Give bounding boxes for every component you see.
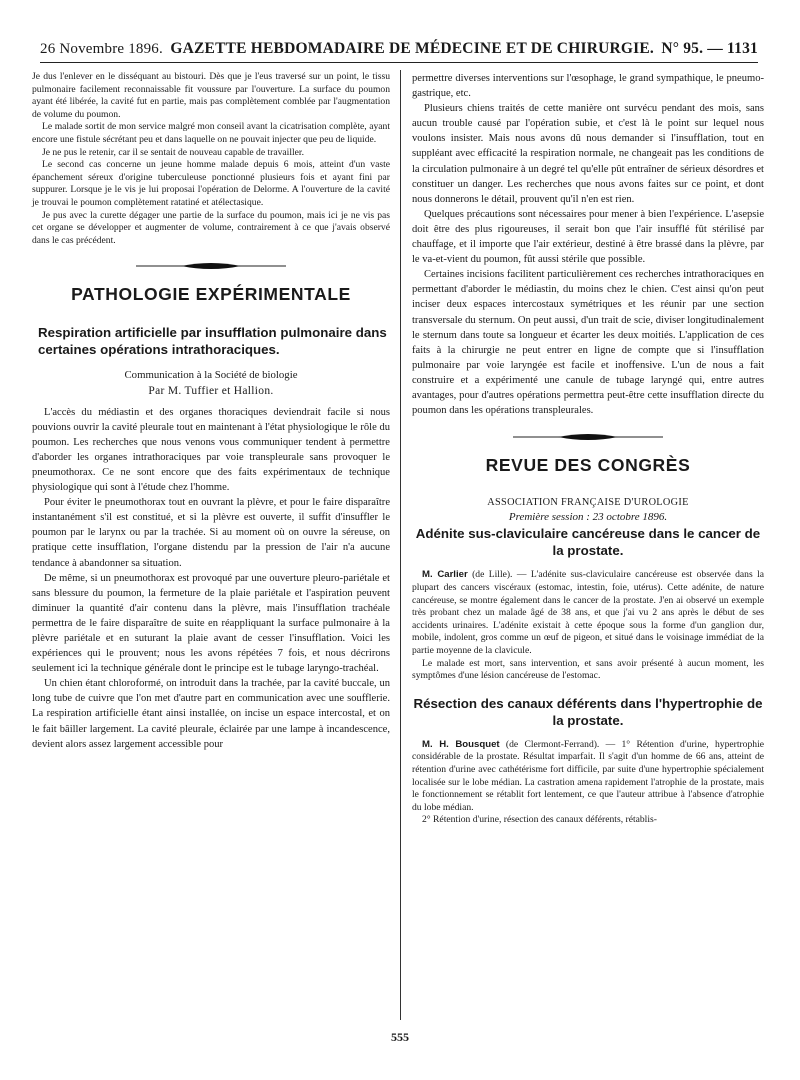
left-column: [32, 71, 390, 752]
paragraph: Un chien étant chloroformé, on introduit dans la trachée, par la cavité buccale, un long tube de cuivre que l'on met d'autre part en communication avec une soufflerie. La respiration artificielle étant ainsi installée, on incise un espace intercostal, et on le fait bâiller largement. La cavité pleurale, éclairée par une lampe à incandescence, devient alors assez largement accessible pour: [32, 678, 390, 750]
article-body-resection: [412, 739, 764, 827]
running-header: [40, 40, 758, 63]
article-body-adenite: [412, 569, 764, 682]
ornament-divider-icon: [513, 432, 663, 442]
paragraph: Le malade est mort, sans intervention, et sans avoir présenté à aucun moment, les symptômes d'une lésion cancéreuse de l'estomac.: [412, 657, 764, 682]
paragraph: [412, 569, 764, 657]
header-journal-title: GAZETTE HEBDOMADAIRE DE MÉDECINE ET DE CHIRURGIE.: [170, 40, 654, 57]
paragraph-text: (de Lille). — L'adénite sus-claviculaire cancéreuse est observée dans la plupart des cancers viscéraux (estomac, intestin, foie, utérus). Cette adénite, de nature cancéreuse, se montre également dans le cancer de la prostate. J'en ai observé un exemple très probant chez un malade âgé de 38 ans, et que j'ai vu 2 ans après le début de ses accidents urinaires. L'adénite existait à cette époque sous la forme d'un ganglion dur, mobile, indolent, gros comme un œuf de pigeon, et situé dans le voisinage immédiat de la partie moyenne de la clavicule.: [412, 569, 764, 656]
paragraph: [412, 739, 764, 815]
paragraph: Certaines incisions facilitent particulièrement ces recherches intrathoraciques en permettant d'aborder le médiastin, du moins chez le chien. C'est ainsi qu'on peut inciser deux espaces intercostaux symétriques et les réunir par une section transversale du sternum. On peut aussi, d'un trait de scie, diviser longitudinalement le sternum dans toute sa longueur et écarter les deux moitiés. L'application de ces faits à la chirurgie ne peut entrer en ligne de compte que si l'insufflation pulmonaire par voie laryngée est facile et inoffensive. L'un de nous a fait construire et a expérimenté une canule de tubage laryngé qui, entre autres avantages, pour d'autres opérations permettra peut-être cette insufflation directe du poumon dans les opérations transpleurales.: [412, 269, 764, 417]
article-title-respiration: Respiration artificielle par insufflation pulmonaire dans certaines opérations intrathoraciques.: [38, 325, 387, 358]
paragraph: L'accès du médiastin et des organes thoraciques deviendrait facile si nous pouvions ouvrir la cavité pleurale tout en maintenant à l'état physiologique le rôle du poumon. Les recherches que nous venons vous communiquer tendent à permettre d'aborder les organes intrathoraciques par voie transpleurale sans provoquer le pneumothorax. Ce ne sont encore que des faits expérimentaux de technique physiologique qui sont à l'étude chez l'homme.: [32, 406, 390, 494]
paragraph: Le second cas concerne un jeune homme malade depuis 6 mois, atteint d'un vaste épanchement séreux d'origine tuberculeuse ponctionné plusieurs fois et ayant fini par suppurer. Lorsque je le vis je lui proposai l'opération de Delorme. A l'ouverture de la cavité je trouvai le poumon complètement ratatiné et atélectasique.: [32, 159, 390, 208]
paragraph: Plusieurs chiens traités de cette manière ont survécu pendant des mois, sans aucun trouble causé par l'opération subie, et c'est là le point sur lequel nous voulons insister. Mais nous avons dû nous demander si l'insufflation, tout en suppléant avec efficacité la respiration normale, ne changeait pas les conditions de la circulation pulmonaire à un degré tel qu'elle pût entraîner de sérieux désordres et constituer un danger. Les recherches que nous avons faites sur ce point, et dont nous donnerons le détail, prouvent qu'il n'en est rien.: [412, 103, 764, 205]
paragraph: 2° Rétention d'urine, résection des canaux déférents, rétablis-: [422, 814, 657, 826]
association-name: ASSOCIATION FRANÇAISE D'UROLOGIE: [487, 497, 689, 509]
communication-note: Communication à la Société de biologie: [124, 369, 298, 382]
article-title-resection: Résection des canaux déférents dans l'hypertrophie de la prostate.: [413, 695, 763, 728]
paragraph: Je pus avec la curette dégager une partie de la surface du poumon, mais ici je ne vis pas cet organe se développer et augmenter de volume, contrairement à ce que j'avais observé dans le cas précédent.: [32, 209, 390, 246]
author-name: M. Carlier: [422, 569, 468, 581]
page-number: 555: [391, 1030, 409, 1044]
paragraph: Quelques précautions sont nécessaires pour mener à bien l'expérience. L'asepsie doit être des plus rigoureuses, il serait bon que l'air insufflé fût stérilisé par chauffage, et il importe que l'air extérieur, destiné à être brassé dans la plèvre, par le va-et-vient du poumon, fût aussi stérile que possible.: [412, 208, 764, 266]
section-title-pathologie: PATHOLOGIE EXPÉRIMENTALE: [71, 284, 351, 305]
header-date: 26 Novembre 1896.: [40, 41, 163, 57]
paragraph: Je ne pus le retenir, car il se sentait de nouveau capable de travailler.: [42, 146, 304, 158]
session-date: Première session : 23 octobre 1896.: [508, 511, 668, 524]
author-name: M. H. Bousquet: [422, 738, 500, 750]
section-title-revue-congres: REVUE DES CONGRÈS: [485, 455, 691, 476]
right-column: [412, 71, 764, 827]
previous-article-continuation: [32, 71, 390, 247]
ornament-divider-icon: [136, 261, 286, 271]
paragraph: Pour éviter le pneumothorax tout en ouvrant la plèvre, et pour le faire disparaître instantanément s'il est constitué, et si la plèvre est ouverte, il suffit d'insuffler le poumon par le larynx ou par la trachée. Si au moment où on ouvre la séreuse, on pratique cette insufflation, l'organe distendu par la pression de l'air n'a aucune tendance à abandonner sa situation.: [32, 497, 390, 569]
paragraph: Je dus l'enlever en le disséquant au bistouri. Dès que je l'eus traversé sur un point, le tissu pulmonaire facilement reconnaissable fit voussure par l'ouverture. La surface du poumon ayant été libérée, la cavité fut en partie, mais pas complètement comblée par l'augmentation de volume du poumon.: [32, 71, 390, 120]
paragraph: Le malade sortit de mon service malgré mon conseil avant la cicatrisation complète, ayant encore une fistule sécrétant peu et dans laquelle on ne pouvait injecter que peu de liquide.: [32, 121, 390, 145]
article-title-adenite: Adénite sus-claviculaire cancéreuse dans le cancer de la prostate.: [415, 526, 761, 559]
header-issue-page: N° 95. — 1131: [661, 40, 758, 57]
column-divider: [400, 70, 401, 1020]
paragraph-text: (de Clermont-Ferrand). — 1° Rétention d'urine, hypertrophie considérable de la prostate. Résultat imparfait. Il s'agit d'un homme de 66 ans, atteint de rétention d'urine avec cathétérisme fort difficile, par suite d'une hypertrophie spécialement localisée sur le lobe médian. La castration amena rapidement l'atrophie de la prostate, mais le fonctionnement se rétablit fort lentement, ce que l'auteur attribue à l'absence d'atrophie du lobe médian.: [412, 738, 764, 813]
paragraph: De même, si un pneumothorax est provoqué par une ouverture pleuro-pariétale et sans blessure du poumon, la fermeture de la plaie pariétale et l'aspiration peuvent diminuer la quantité d'air contenu dans la plèvre, mais l'insufflation trachéale permettra de le faire disparaître de suite en réappliquant la surface pulmonaire à la plèvre pariétale et en suturant la plaie avant de cesser l'insufflation. Voici les expériences qui le prouvent; nous les avons répétées 7 fois, et nous décrirons seulement ici la technique générale dont le principe est le tubage laryngo-trachéal.: [32, 572, 390, 675]
article-byline: Par M. Tuffier et Hallion.: [148, 384, 274, 397]
paragraph: permettre diverses interventions sur l'œsophage, le grand sympathique, le pneumo-gastrique, etc.: [412, 73, 764, 100]
